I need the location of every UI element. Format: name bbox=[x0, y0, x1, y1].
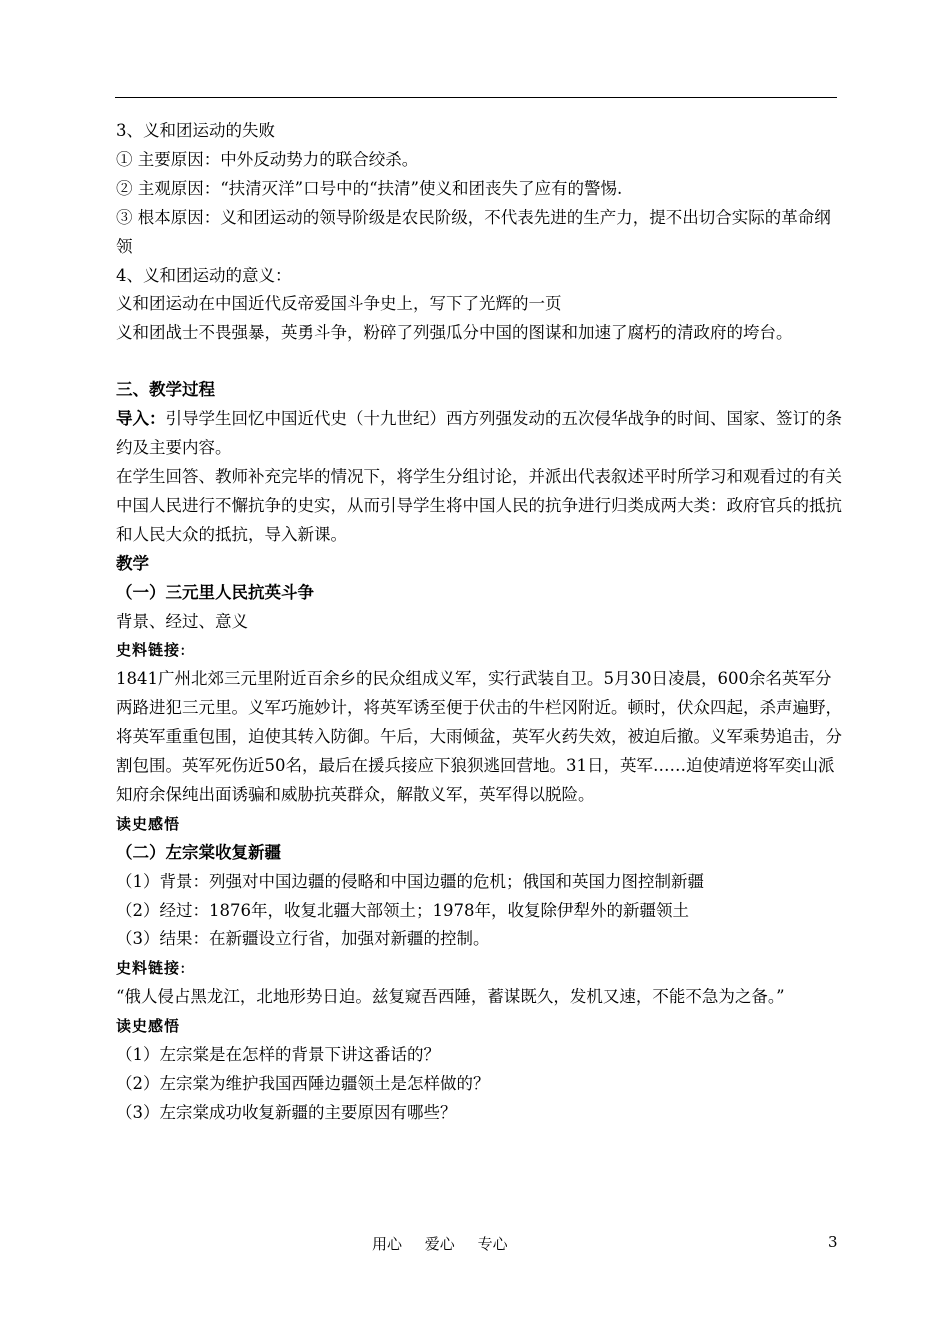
reading-insight-heading: 读史感悟 bbox=[116, 1017, 181, 1036]
intro-label: 导入： bbox=[116, 409, 166, 429]
colon: : bbox=[180, 958, 186, 978]
footer-motto-word: 专心 bbox=[477, 1235, 508, 1253]
topic-1-title: （一）三元里人民抗英斗争 bbox=[116, 582, 314, 602]
topic-2-question: （2）左宗棠为维护我国西陲边疆领土是怎样做的？ bbox=[116, 1074, 490, 1093]
topic-2-question: （3）左宗棠成功收复新疆的主要原因有哪些？ bbox=[116, 1102, 457, 1122]
page-number: 3 bbox=[828, 1233, 838, 1251]
source-link-label: 史料链接 bbox=[116, 959, 181, 978]
topic-1-subtitle: 背景、经过、意义 bbox=[116, 611, 248, 631]
intro-paragraph-2: 在学生回答、教师补充完毕的情况下，将学生分组讨论，并派出代表叙述平时所学习和观看过的有关中国人民进行不懈抗争的史实，从而引导学生将中国人民的抗争进行归类成两大类：政府官兵的抵抗和人民大众的抵抗，导入新课。 bbox=[116, 466, 842, 544]
topic-2-item: （1）背景：列强对中国边疆的侵略和中国边疆的危机；俄国和英国力图控制新疆 bbox=[116, 871, 704, 891]
topic-2-quote: “俄人侵占黑龙江，北地形势日迫。兹复窥吾西陲，蓄谋既久，发机又速，不能不急为之备。” bbox=[116, 987, 785, 1007]
section-4-title: 4、义和团运动的意义： bbox=[116, 265, 292, 285]
source-link-heading bbox=[116, 636, 842, 665]
topic-2-item: （3）结果：在新疆设立行省，加强对新疆的控制。 bbox=[116, 929, 490, 949]
intro-text: 引导学生回忆中国近代史（十九世纪）西方列强发动的五次侵华战争的时间、国家、签订的条约及主要内容。 bbox=[116, 409, 842, 458]
teaching-label: 教学 bbox=[116, 553, 149, 573]
topic-2-item: （2）经过：1876年，收复北疆大部领土；1978年，收复除伊犁外的新疆领土 bbox=[116, 900, 689, 920]
topic-1-source-text: 1841广州北郊三元里附近百余乡的民众组成义军，实行武装自卫。5月30日凌晨，600余名英军分两路进犯三元里。义军巧施妙计，将英军诱至便于伏击的牛栏冈附近。顿时，伏众四起，杀声遍野，将英军重重包围，迫使其转入防御。午后，大雨倾盆，英军火药失效，被迫后撤。义军乘势追击，分割包围。英军死伤近50名，最后在援兵接应下狼狈逃回营地。31日，英军……迫使靖逆将军奕山派知府余保纯出面诱骗和威胁抗英群众，解散义军，英军得以脱险。 bbox=[116, 669, 842, 804]
footer-motto-word: 爱心 bbox=[424, 1235, 455, 1253]
spacer bbox=[116, 348, 842, 376]
header-rule bbox=[115, 97, 837, 98]
section-3-title: 3、义和团运动的失败 bbox=[116, 121, 275, 140]
source-link-label: 史料链接 bbox=[116, 641, 181, 660]
footer-motto bbox=[372, 1233, 526, 1254]
intro-paragraph bbox=[116, 405, 842, 463]
colon: : bbox=[180, 640, 186, 660]
topic-2-title: （二）左宗棠收复新疆 bbox=[116, 842, 281, 862]
section-3-item: ② 主观原因：“扶清灭洋”口号中的“扶清”使义和团丧失了应有的警惕. bbox=[116, 178, 623, 198]
part-3-heading: 三、教学过程 bbox=[116, 380, 215, 400]
section-3-item: ③ 根本原因：义和团运动的领导阶级是农民阶级，不代表先进的生产力，提不出切合实际的革命纲领 bbox=[116, 207, 831, 256]
reading-insight-heading: 读史感悟 bbox=[116, 814, 181, 833]
page-content bbox=[116, 117, 842, 1128]
section-4-item: 义和团运动在中国近代反帝爱国斗争史上，写下了光辉的一页 bbox=[116, 294, 562, 314]
section-4-item: 义和团战士不畏强暴，英勇斗争，粉碎了列强瓜分中国的图谋和加速了腐朽的清政府的垮台。 bbox=[116, 323, 793, 343]
section-3-item: ① 主要原因：中外反动势力的联合绞杀。 bbox=[116, 149, 419, 169]
source-link-heading bbox=[116, 954, 842, 983]
footer-motto-word: 用心 bbox=[372, 1235, 403, 1253]
topic-2-question: （1）左宗棠是在怎样的背景下讲这番话的？ bbox=[116, 1045, 440, 1065]
